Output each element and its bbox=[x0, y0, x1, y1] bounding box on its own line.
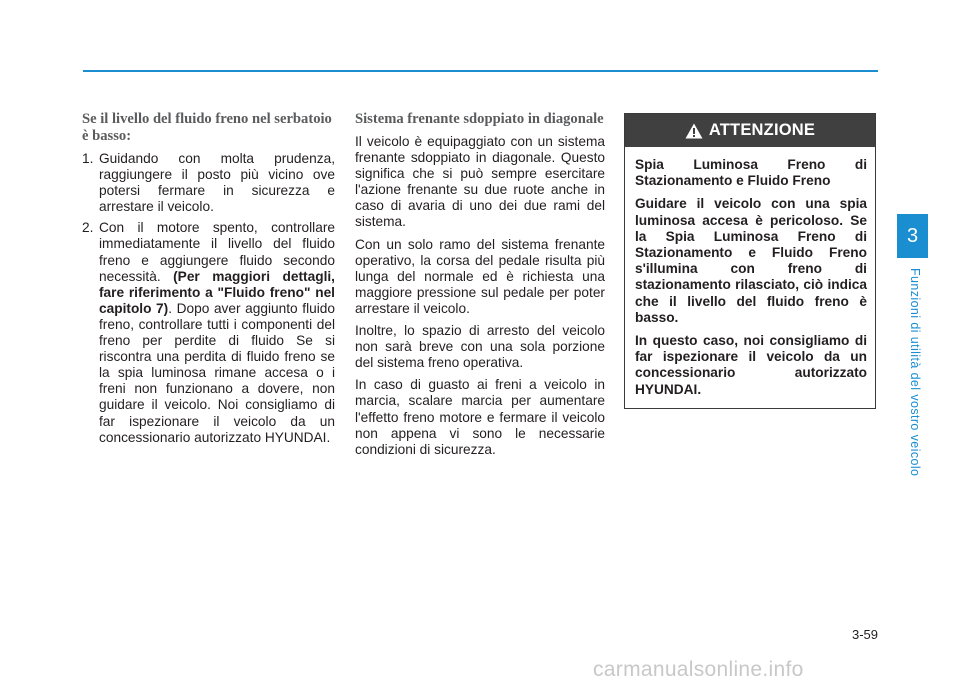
paragraph: Il veicolo è equipaggiato con un sistema frenante sdoppiato in diagonale. Questo significa che si può sempre esercitare l'azione frenante su due ruote anche in caso di avaria di uno dei due rami del sistema. bbox=[355, 134, 605, 230]
warning-header bbox=[625, 114, 875, 147]
list-number: 1. bbox=[82, 151, 94, 166]
section-heading-dual-brake: Sistema frenante sdoppiato in diagonale bbox=[355, 111, 604, 127]
list-item-text: Guidando con molta prudenza, raggiungere il posto più vicino ove potersi fermare in sicurezza e arrestare il veicolo. bbox=[99, 151, 335, 215]
header-rule bbox=[83, 70, 878, 72]
warning-box bbox=[624, 113, 876, 409]
list-item bbox=[82, 151, 335, 215]
list-item bbox=[82, 220, 335, 445]
paragraph: Inoltre, lo spazio di arresto del veicolo non sarà breve con una sola porzione del sistema freno operativa. bbox=[355, 323, 605, 371]
warning-paragraph: Guidare il veicolo con una spia luminosa accesa è pericoloso. Se la Spia Luminosa Freno di Stazionamento e Fluido Freno s'illumina con freno di stazionamento rilasciato, ciò indica che il livello del fluido freno è basso. bbox=[635, 196, 867, 325]
section-heading-low-fluid: Se il livello del fluido freno nel serbatoio è basso: bbox=[82, 111, 332, 144]
list-item-reference: (Per maggiori dettagli, fare riferimento a "Fluido freno" nel capitolo 7) bbox=[99, 268, 335, 316]
page-number: 3-59 bbox=[851, 627, 878, 642]
chapter-title: Funzioni di utilità del vostro veicolo bbox=[908, 268, 922, 477]
warning-paragraph: Spia Luminosa Freno di Stazionamento e Fluido Freno bbox=[635, 157, 867, 189]
warning-title: ATTENZIONE bbox=[708, 121, 816, 139]
middle-column bbox=[355, 111, 605, 464]
chapter-tab: 3 bbox=[897, 214, 928, 258]
left-column bbox=[82, 111, 335, 451]
paragraph: Con un solo ramo del sistema frenante operativo, la corsa del pedale risulta più lunga del normale ed è richiesta una maggiore pressione sul pedale per poter arrestare il veicolo. bbox=[355, 236, 605, 316]
list-item-text: Con il motore spento, controllare immediatamente il livello del fluido freno e aggiungere fluido secondo necessità. bbox=[99, 220, 335, 284]
warning-body bbox=[625, 151, 875, 398]
paragraph: In caso di guasto ai freni a veicolo in marcia, scalare marcia per aumentare l'effetto freno motore e fermare il veicolo non appena vi sono le necessarie condizioni di sicurezza. bbox=[355, 377, 605, 457]
list-number: 2. bbox=[82, 220, 94, 236]
watermark: carmanualsonline.info bbox=[593, 658, 804, 681]
warning-triangle-icon bbox=[685, 123, 703, 139]
warning-paragraph: In questo caso, noi consigliamo di far ispezionare il veicolo da un concessionario autorizzato HYUNDAI. bbox=[635, 333, 867, 397]
list-item-text-continued: . Dopo aver aggiunto fluido freno, controllare tutti i componenti del freno per perdite di fluido Se si riscontra una perdita di fluido freno se la spia luminosa rimane accesa o i freni non funzionano a dovere, non guidare il veicolo. Noi consigliamo di far ispezionare il veicolo da un concessionario autorizzato HYUNDAI. bbox=[99, 300, 335, 445]
